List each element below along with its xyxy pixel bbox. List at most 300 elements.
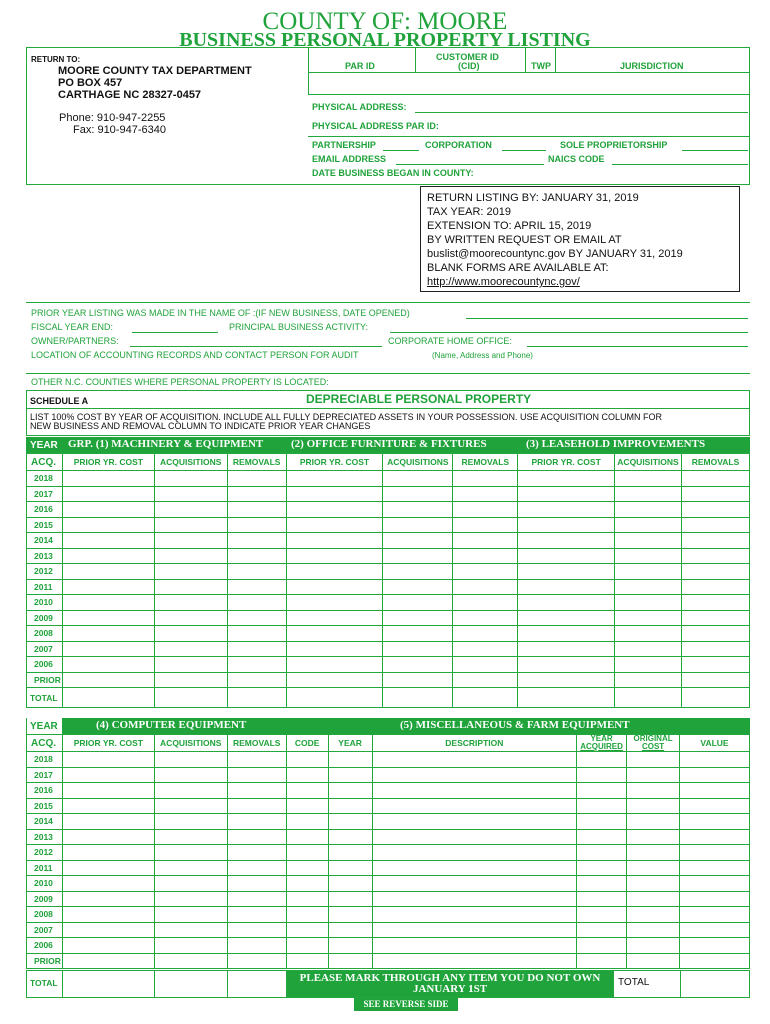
fiscal-year-line[interactable] — [132, 332, 218, 333]
entry-cell[interactable] — [227, 517, 286, 533]
grp1-title: GRP. (1) MACHINERY & EQUIPMENT — [68, 438, 264, 450]
table-row — [27, 471, 750, 487]
entry-cell[interactable] — [62, 672, 154, 688]
entry-cell[interactable] — [62, 471, 154, 487]
entry-cell[interactable] — [328, 876, 372, 892]
entry-cell[interactable] — [518, 471, 615, 487]
entry-cell[interactable] — [154, 860, 227, 876]
entry-cell[interactable] — [62, 814, 154, 830]
entry-cell[interactable] — [154, 471, 227, 487]
removals-header: REMOVALS — [227, 454, 286, 471]
entry-cell[interactable] — [154, 938, 227, 954]
entry-cell[interactable] — [383, 517, 453, 533]
entry-cell[interactable] — [372, 953, 577, 969]
total-cell[interactable] — [62, 688, 154, 708]
entry-cell[interactable] — [615, 471, 682, 487]
entry-cell[interactable] — [627, 845, 680, 861]
date-began-label: DATE BUSINESS BEGAN IN COUNTY: — [312, 168, 474, 178]
entry-cell[interactable] — [383, 595, 453, 611]
entry-cell[interactable] — [62, 533, 154, 549]
entry-cell[interactable] — [154, 564, 227, 580]
owner-partners-line[interactable] — [130, 346, 382, 347]
total-cell[interactable] — [518, 688, 615, 708]
entry-cell[interactable] — [372, 907, 577, 923]
entry-cell[interactable] — [383, 502, 453, 518]
entry-cell[interactable] — [154, 657, 227, 673]
entry-cell[interactable] — [154, 502, 227, 518]
entry-cell[interactable] — [227, 860, 286, 876]
entry-cell[interactable] — [62, 752, 154, 768]
entry-cell[interactable] — [62, 486, 154, 502]
entry-cell[interactable] — [577, 829, 627, 845]
entry-cell[interactable] — [227, 502, 286, 518]
table-row — [27, 752, 750, 768]
table-row — [27, 610, 750, 626]
entry-cell[interactable] — [680, 829, 750, 845]
entry-cell[interactable] — [453, 548, 518, 564]
entry-cell[interactable] — [62, 922, 154, 938]
entry-cell[interactable] — [680, 798, 750, 814]
entry-cell[interactable] — [383, 610, 453, 626]
entry-cell[interactable] — [577, 783, 627, 799]
year-label: 2013 — [27, 548, 63, 564]
entry-cell[interactable] — [681, 548, 749, 564]
entry-cell[interactable] — [518, 610, 615, 626]
entry-cell[interactable] — [328, 953, 372, 969]
total-cell[interactable] — [453, 688, 518, 708]
entry-cell[interactable] — [681, 657, 749, 673]
entry-cell[interactable] — [227, 922, 286, 938]
entry-cell[interactable] — [227, 891, 286, 907]
entry-cell[interactable] — [615, 517, 682, 533]
entry-cell[interactable] — [577, 767, 627, 783]
entry-cell[interactable] — [286, 641, 383, 657]
entry-cell[interactable] — [154, 672, 227, 688]
entry-cell[interactable] — [681, 517, 749, 533]
table-row — [27, 672, 750, 688]
entry-cell[interactable] — [680, 891, 750, 907]
entry-cell[interactable] — [227, 783, 286, 799]
entry-cell[interactable] — [383, 471, 453, 487]
entry-cell[interactable] — [627, 829, 680, 845]
entry-cell[interactable] — [62, 517, 154, 533]
entry-cell[interactable] — [615, 657, 682, 673]
entry-cell[interactable] — [286, 860, 328, 876]
entry-cell[interactable] — [62, 767, 154, 783]
entry-cell[interactable] — [328, 860, 372, 876]
entry-cell[interactable] — [518, 533, 615, 549]
entry-cell[interactable] — [286, 798, 328, 814]
entry-cell[interactable] — [286, 752, 328, 768]
entry-cell[interactable] — [286, 783, 328, 799]
entry-cell[interactable] — [615, 564, 682, 580]
year-label: 2012 — [27, 845, 63, 861]
entry-cell[interactable] — [286, 486, 383, 502]
entry-cell[interactable] — [681, 533, 749, 549]
entry-cell[interactable] — [681, 610, 749, 626]
entry-cell[interactable] — [453, 657, 518, 673]
see-reverse-side: SEE REVERSE SIDE — [354, 998, 458, 1011]
entry-cell[interactable] — [328, 798, 372, 814]
removals-header: REMOVALS — [681, 454, 749, 471]
entry-cell[interactable] — [286, 579, 383, 595]
entry-cell[interactable] — [286, 657, 383, 673]
entry-cell[interactable] — [577, 752, 627, 768]
entry-cell[interactable] — [680, 783, 750, 799]
entry-cell[interactable] — [62, 641, 154, 657]
entry-cell[interactable] — [680, 752, 750, 768]
entry-cell[interactable] — [518, 626, 615, 642]
entry-cell[interactable] — [154, 953, 227, 969]
entry-cell[interactable] — [227, 471, 286, 487]
entry-cell[interactable] — [286, 471, 383, 487]
entry-cell[interactable] — [627, 814, 680, 830]
entry-cell[interactable] — [286, 953, 328, 969]
entry-cell[interactable] — [62, 783, 154, 799]
table-row — [27, 922, 750, 938]
entry-cell[interactable] — [286, 595, 383, 611]
entry-cell[interactable] — [154, 626, 227, 642]
principal-activity-line[interactable] — [390, 332, 748, 333]
entry-cell[interactable] — [680, 767, 750, 783]
entry-cell[interactable] — [453, 533, 518, 549]
entry-cell[interactable] — [62, 564, 154, 580]
total-cell[interactable] — [286, 688, 383, 708]
entry-cell[interactable] — [227, 814, 286, 830]
entry-cell[interactable] — [518, 517, 615, 533]
entry-cell[interactable] — [627, 860, 680, 876]
entry-cell[interactable] — [62, 907, 154, 923]
entry-cell[interactable] — [680, 845, 750, 861]
entry-cell[interactable] — [328, 767, 372, 783]
entry-cell[interactable] — [680, 922, 750, 938]
entry-cell[interactable] — [372, 891, 577, 907]
entry-cell[interactable] — [328, 783, 372, 799]
table-row — [27, 626, 750, 642]
table-row — [27, 829, 750, 845]
entry-cell[interactable] — [62, 876, 154, 892]
entry-cell[interactable] — [62, 829, 154, 845]
entry-cell[interactable] — [328, 922, 372, 938]
entry-cell[interactable] — [372, 860, 577, 876]
entry-cell[interactable] — [453, 595, 518, 611]
entry-cell[interactable] — [615, 533, 682, 549]
customer-id-cid-label: (CID) — [458, 61, 480, 71]
entry-cell[interactable] — [286, 533, 383, 549]
entry-cell[interactable] — [453, 672, 518, 688]
entry-cell[interactable] — [615, 672, 682, 688]
entry-cell[interactable] — [453, 641, 518, 657]
entry-cell[interactable] — [518, 548, 615, 564]
entry-cell[interactable] — [615, 641, 682, 657]
entry-cell[interactable] — [227, 579, 286, 595]
entry-cell[interactable] — [615, 548, 682, 564]
year-acquired-header — [577, 735, 627, 752]
entry-cell[interactable] — [62, 502, 154, 518]
entry-cell[interactable] — [453, 471, 518, 487]
entry-cell[interactable] — [372, 845, 577, 861]
entry-cell[interactable] — [62, 891, 154, 907]
entry-cell[interactable] — [154, 907, 227, 923]
entry-cell[interactable] — [383, 533, 453, 549]
entry-cell[interactable] — [227, 626, 286, 642]
entry-cell[interactable] — [286, 767, 328, 783]
entry-cell[interactable] — [681, 564, 749, 580]
entry-cell[interactable] — [681, 626, 749, 642]
entry-cell[interactable] — [372, 752, 577, 768]
total-cell[interactable] — [383, 688, 453, 708]
entry-cell[interactable] — [227, 548, 286, 564]
entry-cell[interactable] — [154, 767, 227, 783]
entry-cell[interactable] — [328, 845, 372, 861]
entry-cell[interactable] — [227, 533, 286, 549]
entry-cell[interactable] — [577, 876, 627, 892]
entry-cell[interactable] — [577, 953, 627, 969]
entry-cell[interactable] — [227, 672, 286, 688]
entry-cell[interactable] — [577, 907, 627, 923]
entry-cell[interactable] — [227, 564, 286, 580]
entry-cell[interactable] — [627, 891, 680, 907]
entry-cell[interactable] — [680, 907, 750, 923]
entry-cell[interactable] — [518, 672, 615, 688]
entry-cell[interactable] — [154, 548, 227, 564]
entry-cell[interactable] — [627, 922, 680, 938]
entry-cell[interactable] — [154, 610, 227, 626]
entry-cell[interactable] — [627, 938, 680, 954]
entry-cell[interactable] — [62, 626, 154, 642]
entry-cell[interactable] — [154, 752, 227, 768]
code-header: CODE — [286, 735, 328, 752]
year-label: 2014 — [27, 533, 63, 549]
entry-cell[interactable] — [62, 798, 154, 814]
email-line[interactable] — [396, 164, 544, 165]
entry-cell[interactable] — [518, 657, 615, 673]
entry-cell[interactable] — [154, 641, 227, 657]
entry-cell[interactable] — [518, 486, 615, 502]
naics-line[interactable] — [612, 164, 748, 165]
entry-cell[interactable] — [680, 938, 750, 954]
entry-cell[interactable] — [227, 953, 286, 969]
entry-cell[interactable] — [627, 783, 680, 799]
entry-cell[interactable] — [286, 829, 328, 845]
total-cell[interactable] — [154, 688, 227, 708]
entry-cell[interactable] — [372, 938, 577, 954]
entry-cell[interactable] — [680, 860, 750, 876]
entry-cell[interactable] — [227, 829, 286, 845]
entry-cell[interactable] — [518, 641, 615, 657]
entry-cell[interactable] — [577, 922, 627, 938]
entry-cell[interactable] — [328, 907, 372, 923]
entry-cell[interactable] — [577, 845, 627, 861]
entry-cell[interactable] — [328, 938, 372, 954]
entry-cell[interactable] — [154, 579, 227, 595]
notice-website-link[interactable]: http://www.moorecountync.gov/ — [427, 276, 580, 288]
entry-cell[interactable] — [62, 610, 154, 626]
entry-cell[interactable] — [286, 876, 328, 892]
entry-cell[interactable] — [154, 845, 227, 861]
entry-cell[interactable] — [383, 626, 453, 642]
entry-cell[interactable] — [372, 783, 577, 799]
entry-cell[interactable] — [328, 752, 372, 768]
total-cell[interactable] — [615, 688, 682, 708]
entry-cell[interactable] — [383, 657, 453, 673]
entry-cell[interactable] — [681, 579, 749, 595]
entry-cell[interactable] — [227, 767, 286, 783]
entry-cell[interactable] — [627, 798, 680, 814]
entry-cell[interactable] — [383, 641, 453, 657]
entry-cell[interactable] — [154, 829, 227, 845]
entry-cell[interactable] — [328, 829, 372, 845]
entry-cell[interactable] — [227, 752, 286, 768]
entry-cell[interactable] — [154, 798, 227, 814]
entry-cell[interactable] — [518, 502, 615, 518]
entry-cell[interactable] — [372, 829, 577, 845]
entry-cell[interactable] — [615, 610, 682, 626]
entry-cell[interactable] — [681, 641, 749, 657]
entry-cell[interactable] — [286, 672, 383, 688]
entry-cell[interactable] — [154, 517, 227, 533]
entry-cell[interactable] — [328, 814, 372, 830]
entry-cell[interactable] — [627, 752, 680, 768]
entry-cell[interactable] — [453, 579, 518, 595]
year-label: 2009 — [27, 610, 63, 626]
entry-cell[interactable] — [286, 922, 328, 938]
entry-cell[interactable] — [627, 953, 680, 969]
entry-cell[interactable] — [227, 657, 286, 673]
entry-cell[interactable] — [62, 548, 154, 564]
return-to-line2: PO BOX 457 — [58, 77, 123, 89]
entry-cell[interactable] — [286, 548, 383, 564]
entry-cell[interactable] — [286, 938, 328, 954]
entry-cell[interactable] — [286, 517, 383, 533]
entry-cell[interactable] — [62, 579, 154, 595]
entry-cell[interactable] — [681, 595, 749, 611]
entry-cell[interactable] — [154, 533, 227, 549]
entry-cell[interactable] — [681, 502, 749, 518]
entry-cell[interactable] — [286, 845, 328, 861]
entry-cell[interactable] — [62, 953, 154, 969]
entry-cell[interactable] — [62, 938, 154, 954]
entry-cell[interactable] — [372, 798, 577, 814]
entry-cell[interactable] — [286, 564, 383, 580]
entry-cell[interactable] — [453, 502, 518, 518]
entry-cell[interactable] — [453, 517, 518, 533]
removals-header: REMOVALS — [227, 735, 286, 752]
entry-cell[interactable] — [681, 471, 749, 487]
entry-cell[interactable] — [286, 907, 328, 923]
notice-tax-year: TAX YEAR: 2019 — [427, 206, 511, 218]
entry-cell[interactable] — [154, 595, 227, 611]
entry-cell[interactable] — [372, 814, 577, 830]
entry-cell[interactable] — [680, 953, 750, 969]
entry-cell[interactable] — [680, 876, 750, 892]
entry-cell[interactable] — [681, 672, 749, 688]
entry-cell[interactable] — [372, 876, 577, 892]
entry-cell[interactable] — [227, 641, 286, 657]
entry-cell[interactable] — [227, 907, 286, 923]
entry-cell[interactable] — [383, 672, 453, 688]
corporate-office-line[interactable] — [527, 346, 748, 347]
entry-cell[interactable] — [518, 579, 615, 595]
entry-cell[interactable] — [615, 579, 682, 595]
entry-cell[interactable] — [227, 486, 286, 502]
corporation-label: CORPORATION — [425, 140, 492, 150]
entry-cell[interactable] — [286, 626, 383, 642]
entry-cell[interactable] — [154, 922, 227, 938]
entry-cell[interactable] — [383, 486, 453, 502]
entry-cell[interactable] — [680, 814, 750, 830]
entry-cell[interactable] — [577, 814, 627, 830]
entry-cell[interactable] — [286, 891, 328, 907]
physical-address-line[interactable] — [415, 112, 748, 113]
entry-cell[interactable] — [383, 564, 453, 580]
entry-cell[interactable] — [615, 626, 682, 642]
entry-cell[interactable] — [453, 564, 518, 580]
entry-cell[interactable] — [453, 626, 518, 642]
entry-cell[interactable] — [227, 610, 286, 626]
entry-cell[interactable] — [286, 610, 383, 626]
entry-cell[interactable] — [286, 814, 328, 830]
par-id-label: PAR ID — [345, 61, 375, 71]
prior-year-line[interactable] — [466, 318, 748, 319]
total-cell[interactable] — [227, 688, 286, 708]
corporation-line[interactable] — [502, 150, 546, 151]
grp4-title: (4) COMPUTER EQUIPMENT — [96, 719, 247, 731]
entry-cell[interactable] — [227, 845, 286, 861]
entry-cell[interactable] — [615, 502, 682, 518]
entry-cell[interactable] — [328, 891, 372, 907]
entry-cell[interactable] — [372, 767, 577, 783]
entry-cell[interactable] — [62, 845, 154, 861]
entry-cell[interactable] — [383, 579, 453, 595]
entry-cell[interactable] — [577, 938, 627, 954]
entry-cell[interactable] — [227, 595, 286, 611]
entry-cell[interactable] — [518, 595, 615, 611]
entry-cell[interactable] — [615, 486, 682, 502]
total-cell[interactable] — [681, 688, 749, 708]
entry-cell[interactable] — [227, 876, 286, 892]
physical-address-label: PHYSICAL ADDRESS: — [312, 102, 407, 112]
entry-cell[interactable] — [372, 922, 577, 938]
sole-proprietorship-line[interactable] — [682, 150, 748, 151]
entry-cell[interactable] — [154, 783, 227, 799]
entry-cell[interactable] — [518, 564, 615, 580]
entry-cell[interactable] — [577, 860, 627, 876]
entry-cell[interactable] — [627, 767, 680, 783]
entry-cell[interactable] — [62, 657, 154, 673]
entry-cell[interactable] — [453, 610, 518, 626]
entry-cell[interactable] — [154, 486, 227, 502]
entry-cell[interactable] — [453, 486, 518, 502]
entry-cell[interactable] — [627, 907, 680, 923]
entry-cell[interactable] — [154, 891, 227, 907]
entry-cell[interactable] — [154, 814, 227, 830]
entry-cell[interactable] — [286, 502, 383, 518]
entry-cell[interactable] — [383, 548, 453, 564]
entry-cell[interactable] — [627, 876, 680, 892]
entry-cell[interactable] — [681, 486, 749, 502]
entry-cell[interactable] — [227, 798, 286, 814]
partnership-line[interactable] — [383, 150, 419, 151]
entry-cell[interactable] — [154, 876, 227, 892]
entry-cell[interactable] — [577, 798, 627, 814]
entry-cell[interactable] — [615, 595, 682, 611]
entry-cell[interactable] — [577, 891, 627, 907]
entry-cell[interactable] — [62, 595, 154, 611]
entry-cell[interactable] — [62, 860, 154, 876]
table-row — [27, 486, 750, 502]
entry-cell[interactable] — [227, 938, 286, 954]
